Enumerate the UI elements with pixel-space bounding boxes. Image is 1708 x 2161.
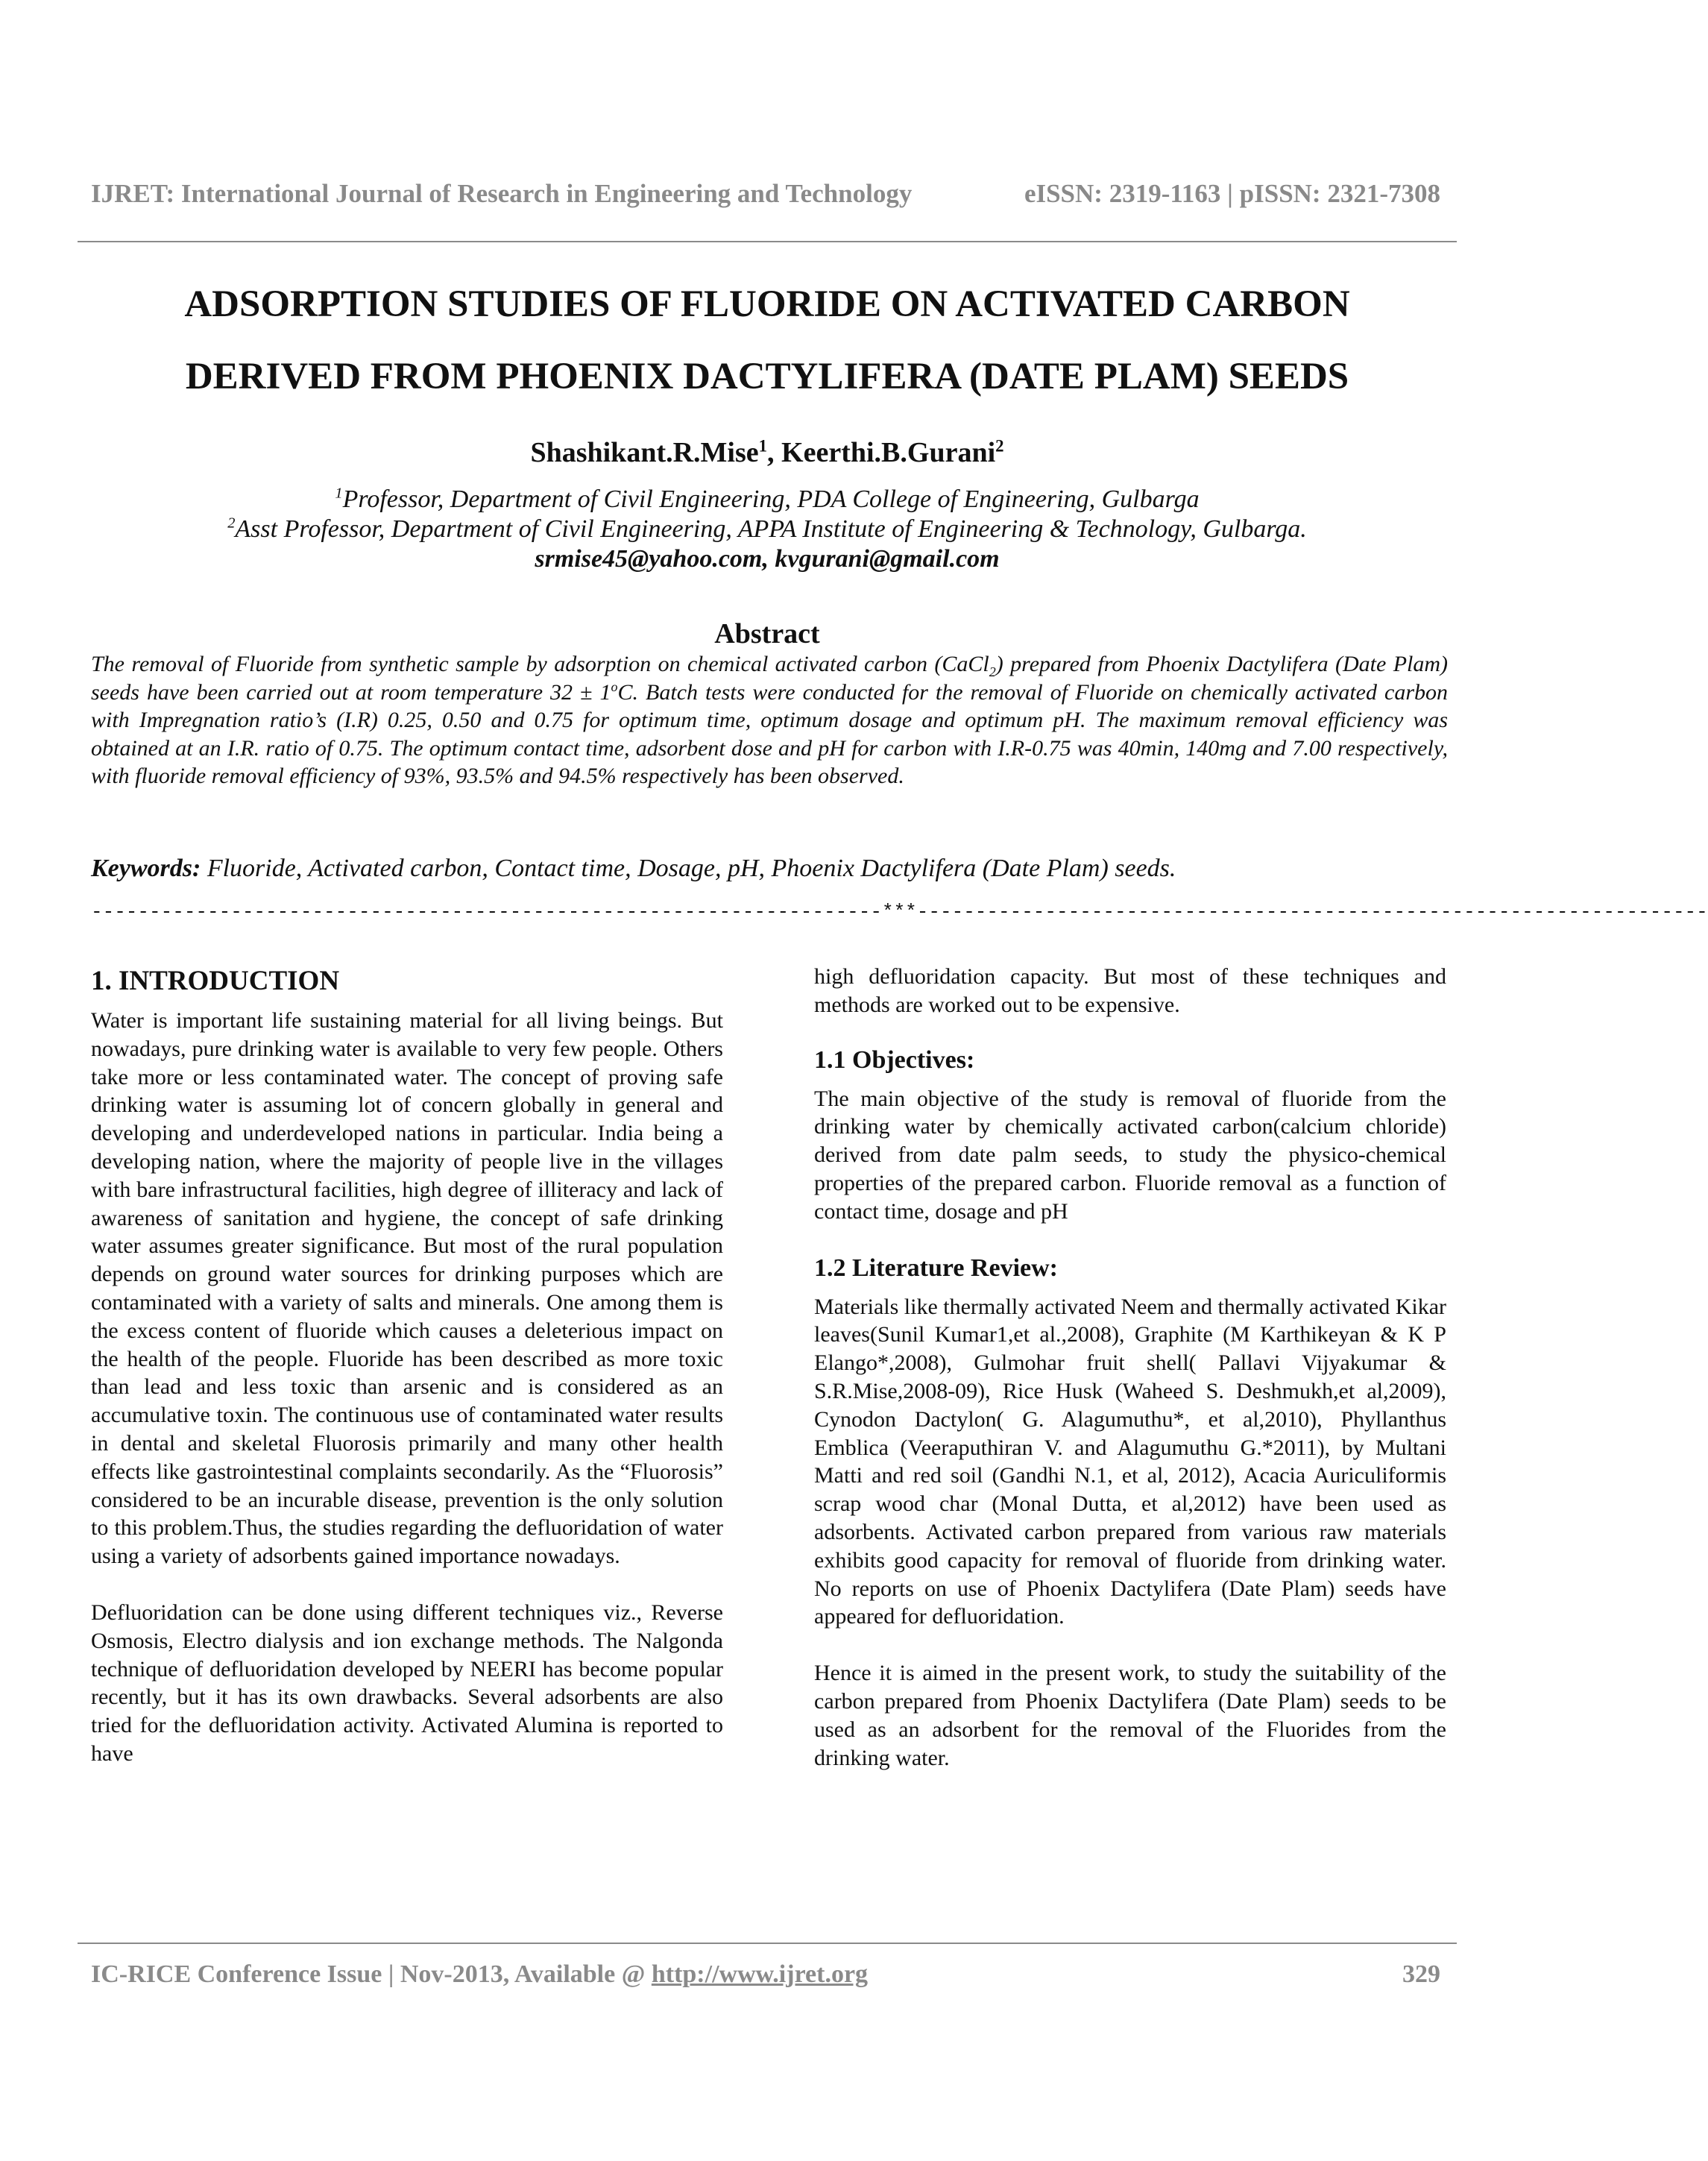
affiliation-2-text: Asst Professor, Department of Civil Engineering, APPA Institute of Engineering & Technology, Gulbarga. bbox=[235, 515, 1307, 543]
abstract-text bbox=[91, 650, 1448, 790]
footer-link[interactable]: http://www.ijret.org bbox=[651, 1960, 869, 1988]
footer-rule bbox=[78, 1943, 1457, 1944]
section-separator: --------------------------------------------------------------------***-------------------------------------------------------------------- bbox=[91, 901, 1708, 923]
footer bbox=[91, 1960, 1440, 1989]
literature-review-heading: 1.2 Literature Review: bbox=[814, 1253, 1058, 1282]
affiliation-1 bbox=[78, 485, 1457, 515]
author-1-sup: 1 bbox=[758, 436, 768, 456]
abstract-heading: Abstract bbox=[714, 618, 820, 649]
journal-name: IJRET: International Journal of Research in Engineering and Technology bbox=[91, 179, 913, 208]
left-column bbox=[91, 965, 723, 1768]
affiliation-2-sup: 2 bbox=[227, 515, 236, 532]
authors bbox=[78, 436, 1457, 469]
author-1: Shashikant.R.Mise bbox=[530, 437, 759, 468]
introduction-heading: 1. INTRODUCTION bbox=[91, 966, 340, 996]
abstract-part-1: The removal of Fluoride from synthetic sample by adsorption on chemical activated carbon (CaCl bbox=[91, 652, 989, 676]
footer-conference: IC-RICE Conference Issue | Nov-2013, Available @ bbox=[91, 1960, 652, 1988]
header-rule bbox=[78, 241, 1457, 242]
introduction-paragraph-1: Water is important life sustaining material for all living beings. But nowadays, pure drinking water is available to very few people. Others take more or less contaminated water. The concept of proving safe drinking water is assuming lot of concern globally in general and developing and underdeveloped nations in particular. India being a developing nation, where the majority of people live in the villages with bare infrastructural facilities, high degree of illiteracy and lack of awareness of sanitation and hygiene, the concept of safe drinking water assumes greater significance. But most of the rural population depends on ground water sources for drinking purposes which are contaminated with a variety of salts and minerals. One among them is the excess content of fluoride which causes a deleterious impact on the health of the people. Fluoride has been described as more toxic than lead and less toxic than arsenic and is considered as an accumulative toxin. The continuous use of contaminated water results in dental and skeletal Fluorosis primarily and many other health effects like gastrointestinal complaints secondarily. As the “Fluorosis” considered to be an incurable disease, prevention is the only solution to this problem.Thus, the studies regarding the defluoridation of water using a variety of adsorbents gained importance nowadays. bbox=[91, 1008, 723, 1569]
abstract-part-3: C. Batch tests were conducted for the removal of Fluoride on chemically activated carbon with Impregnation ratio’s (I.R) 0.25, 0.50 and 0.75 for optimum time, optimum dosage and optimum pH. The maximum removal efficiency was obtained at an I.R. ratio of 0.75. The optimum contact time, adsorbent dose and pH for carbon with I.R-0.75 was 40min, 140mg and 7.00 respectively, with fluoride removal efficiency of 93%, 93.5% and 94.5% respectively has been observed. bbox=[91, 679, 1448, 789]
introduction-paragraph-2: Defluoridation can be done using different techniques viz., Reverse Osmosis, Electro dialysis and ion exchange methods. The Nalgonda technique of defluoridation developed by NEERI has become popular recently, but it has its own drawbacks. Several adsorbents are also tried for the defluoridation activity. Activated Alumina is reported to have bbox=[91, 1599, 723, 1766]
title-line-2: DERIVED FROM PHOENIX DACTYLIFERA (DATE PLAM) SEEDS bbox=[185, 356, 1349, 397]
right-column bbox=[814, 963, 1446, 1772]
aim-text: Hence it is aimed in the present work, to study the suitability of the carbon prepared from Phoenix Dactylifera (Date Plam) seeds to be used as an adsorbent for the removal of the Fluorides from the drinking water. bbox=[814, 1661, 1446, 1770]
page-number: 329 bbox=[1402, 1960, 1440, 1988]
introduction-paragraph-continued: high defluoridation capacity. But most of these techniques and methods are worked out to be expensive. bbox=[814, 964, 1446, 1017]
affiliations bbox=[78, 485, 1457, 574]
issn: eISSN: 2319-1163 | pISSN: 2321-7308 bbox=[1024, 179, 1440, 208]
author-2-sup: 2 bbox=[995, 436, 1004, 456]
abstract-degree: o bbox=[611, 679, 618, 694]
literature-review-text: Materials like thermally activated Neem and thermally activated Kikar leaves(Sunil Kumar1,et al.,2008), Graphite (M Karthikeyan & K P Elango*,2008), Gulmohar fruit shell( Pallavi Vijyakumar & S.R.Mise,2008-09), Rice Husk (Waheed S. Deshmukh,et al,2009), Cynodon Dactylon( G. Alagumuthu*, et al,2010), Phyllanthus Emblica (Veeraputhiran V. and Alagumuthu G.*2011), by Multani Matti and red soil (Gandhi N.1, et al, 2012), Acacia Auriculiformis scrap wood char (Monal Dutta, et al,2012) have been used as adsorbents. Activated carbon prepared from various raw materials exhibits good capacity for removal of fluoride from drinking water. No reports on use of Phoenix Dactylifera (Date Plam) seeds have appeared for defluoridation. bbox=[814, 1294, 1446, 1629]
objectives-text: The main objective of the study is removal of fluoride from the drinking water by chemically activated carbon(calcium chloride) derived from date palm seeds, to study the physico-chemical properties of the prepared carbon. Fluoride removal as a function of contact time, dosage and pH bbox=[814, 1086, 1446, 1224]
affiliation-2 bbox=[78, 515, 1457, 544]
objectives-heading: 1.1 Objectives: bbox=[814, 1045, 975, 1074]
author-2: Keerthi.B.Gurani bbox=[781, 437, 996, 468]
paper-title bbox=[78, 268, 1457, 413]
affiliation-1-sup: 1 bbox=[335, 485, 343, 502]
keywords-text: Fluoride, Activated carbon, Contact time, Dosage, pH, Phoenix Dactylifera (Date Plam) seeds. bbox=[201, 855, 1176, 882]
keywords bbox=[91, 855, 1448, 883]
footer-text bbox=[91, 1960, 868, 1989]
title-line-1: ADSORPTION STUDIES OF FLUORIDE ON ACTIVATED CARBON bbox=[184, 283, 1350, 325]
abstract-part-2: ) prepared from Phoenix Dactylifera (Date Plam) seeds have been carried out at room temperature 32 ± 1 bbox=[91, 652, 1449, 705]
author-emails: srmise45@yahoo.com, kvgurani@gmail.com bbox=[535, 545, 1000, 573]
keywords-label: Keywords: bbox=[91, 855, 201, 882]
affiliation-1-text: Professor, Department of Civil Engineering, PDA College of Engineering, Gulbarga bbox=[342, 485, 1200, 513]
running-header bbox=[91, 179, 1440, 209]
abstract-subscript: 2 bbox=[989, 664, 996, 679]
author-separator: , bbox=[767, 437, 782, 468]
